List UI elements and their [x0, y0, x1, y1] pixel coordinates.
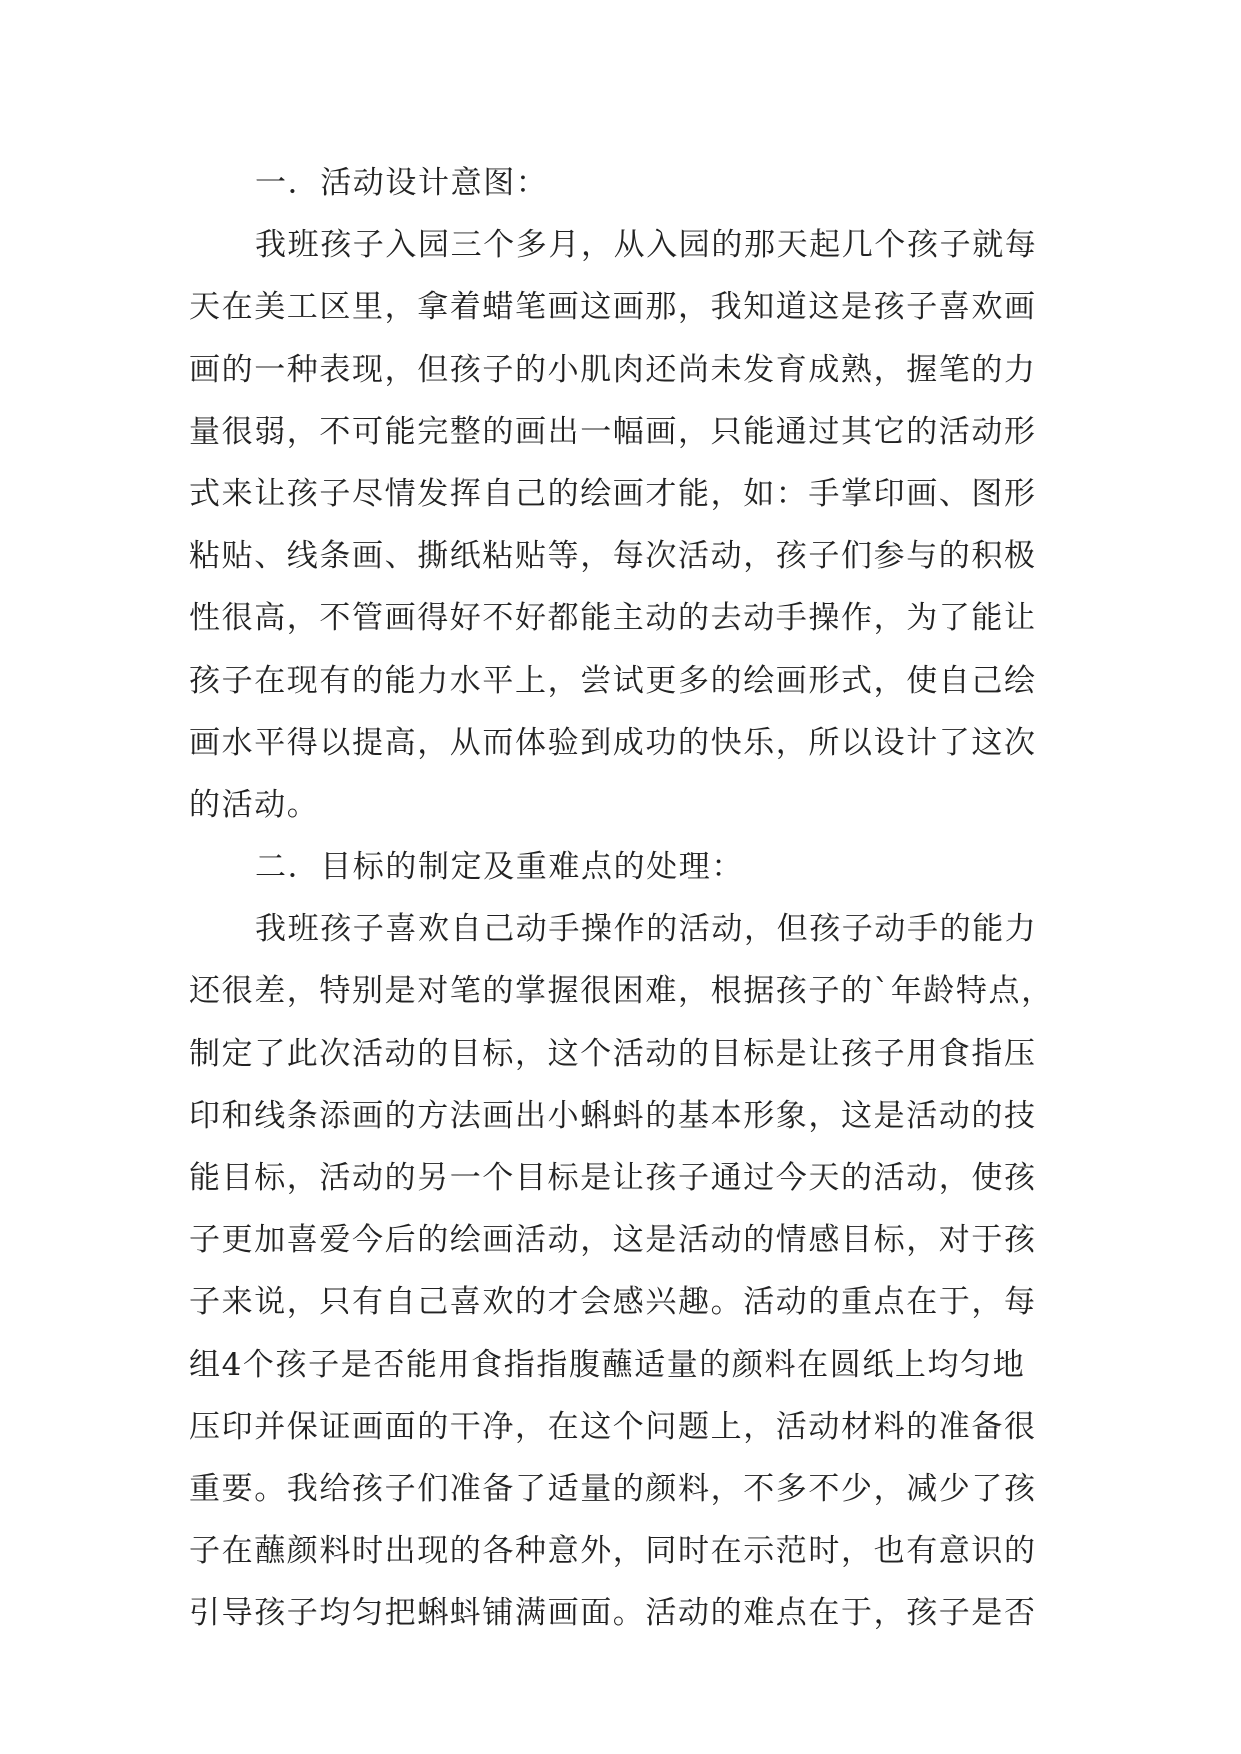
document-body [189, 152, 1057, 1645]
paragraph-line: 子来说，只有自己喜欢的才会感兴趣。活动的重点在于，每 [189, 1284, 1037, 1321]
paragraph-line: 重要。我给孩子们准备了适量的颜料，不多不少，减少了孩 [189, 1470, 1037, 1507]
paragraph-line: 画水平得以提高，从而体验到成功的快乐，所以设计了这次 [189, 724, 1037, 761]
paragraph-line: 还很差，特别是对笔的掌握很困难，根据孩子的`年龄特点， [189, 973, 1054, 1010]
paragraph-line: 我班孩子入园三个多月，从入园的那天起几个孩子就每 [255, 227, 1038, 264]
paragraph-line: 粘贴、线条画、撕纸粘贴等，每次活动，孩子们参与的积极 [189, 538, 1037, 575]
paragraph-line: 量很弱，不可能完整的画出一幅画，只能通过其它的活动形 [189, 413, 1037, 450]
paragraph-line: 我班孩子喜欢自己动手操作的活动，但孩子动手的能力 [255, 911, 1038, 948]
paragraph-line: 孩子在现有的能力水平上，尝试更多的绘画形式，使自己绘 [189, 662, 1037, 699]
paragraph-line: 子在蘸颜料时出现的各种意外，同时在示范时，也有意识的 [189, 1533, 1037, 1570]
paragraph-line: 印和线条添画的方法画出小蝌蚪的基本形象，这是活动的技 [189, 1097, 1037, 1134]
section-heading-design-intent: 一．活动设计意图： [255, 165, 549, 201]
section-heading-goals: 二．目标的制定及重难点的处理： [255, 849, 744, 886]
paragraph-line: 式来让孩子尽情发挥自己的绘画才能，如：手掌印画、图形 [189, 475, 1037, 512]
paragraph-line: 性很高，不管画得好不好都能主动的去动手操作，为了能让 [189, 600, 1037, 637]
paragraph-line: 引导孩子均匀把蝌蚪铺满画面。活动的难点在于，孩子是否 [189, 1595, 1037, 1632]
paragraph-line: 画的一种表现，但孩子的小肌肉还尚未发育成熟，握笔的力 [189, 351, 1037, 388]
paragraph-line: 天在美工区里，拿着蜡笔画这画那，我知道这是孩子喜欢画 [189, 289, 1037, 326]
paragraph-line: 的活动。 [189, 786, 320, 823]
paragraph-line: 子更加喜爱今后的绘画活动，这是活动的情感目标，对于孩 [189, 1222, 1037, 1259]
paragraph-line: 组4个孩子是否能用食指指腹蘸适量的颜料在圆纸上均匀地 [189, 1346, 1026, 1383]
paragraph-line: 制定了此次活动的目标，这个活动的目标是让孩子用食指压 [189, 1035, 1037, 1072]
paragraph-line: 能目标，活动的另一个目标是让孩子通过今天的活动，使孩 [189, 1160, 1037, 1196]
paragraph-line: 压印并保证画面的干净，在这个问题上，活动材料的准备很 [189, 1408, 1037, 1445]
